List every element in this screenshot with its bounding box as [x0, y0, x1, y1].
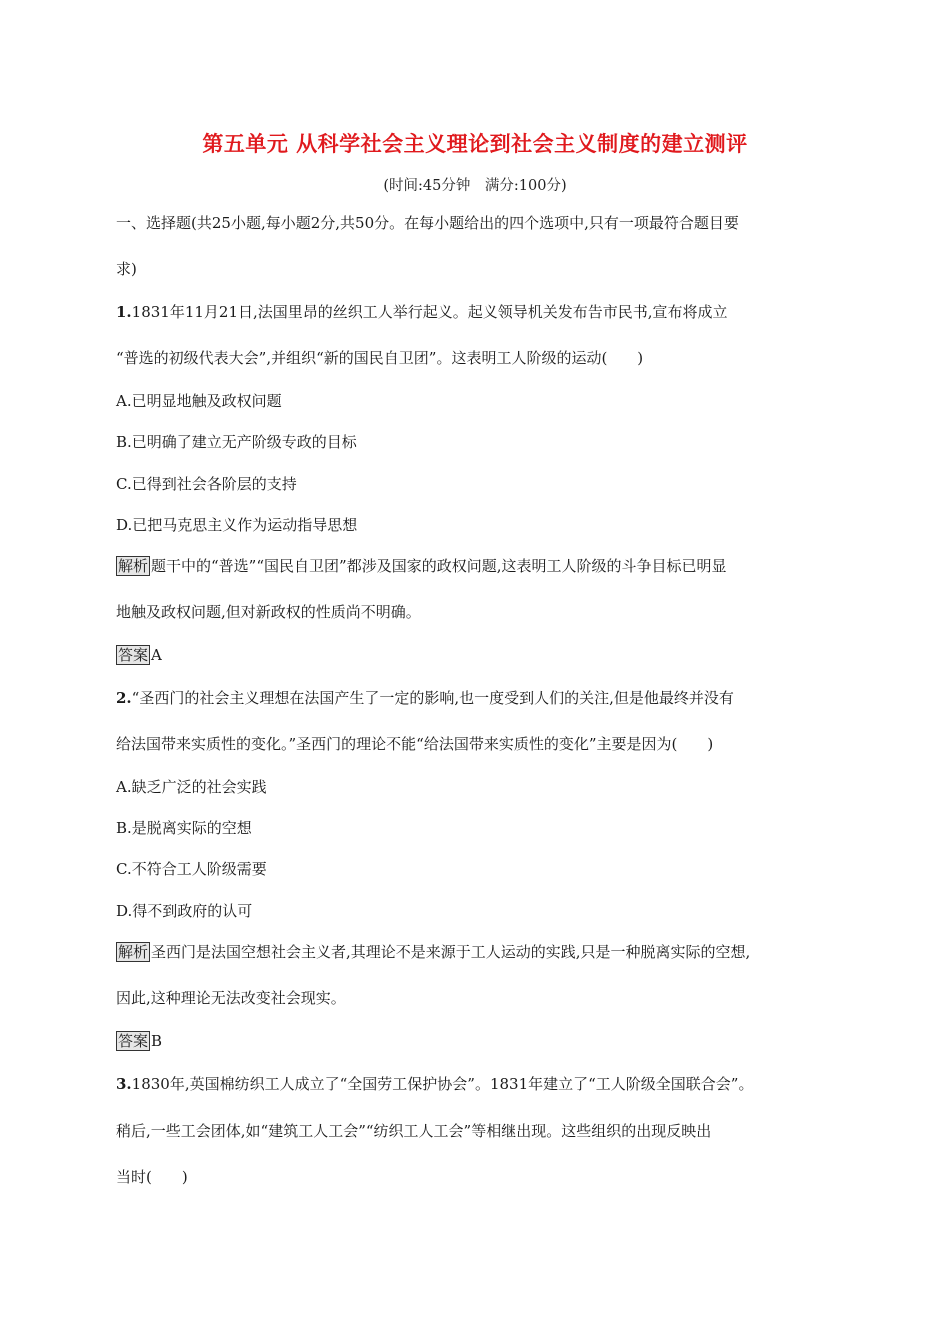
option-d: D.得不到政府的认可 [116, 902, 253, 920]
question-3-stem-cont: 稍后,一些工会团体,如“建筑工人工会”“纺织工人工会”等相继出现。这些组织的出现反映出 [116, 1122, 712, 1140]
analysis-2 [116, 941, 750, 962]
question-3-stem-end: 当时( ) [116, 1168, 188, 1186]
section-instructions-cont: 求) [116, 260, 137, 278]
question-text: 1831年11月21日,法国里昂的丝织工人举行起义。起义领导机关发布告市民书,宣布将成立 [131, 303, 728, 321]
question-2-stem-cont: 给法国带来实质性的变化。”圣西门的理论不能“给法国带来实质性的变化”主要是因为( ) [116, 735, 714, 753]
option-c: C.不符合工人阶级需要 [116, 860, 267, 878]
question-number: 3. [116, 1075, 132, 1093]
analysis-text: 圣西门是法国空想社会主义者,其理论不是来源于工人运动的实践,只是一种脱离实际的空想, [151, 943, 751, 961]
question-text: “圣西门的社会主义理想在法国产生了一定的影响,也一度受到人们的关注,但是他最终并没有 [131, 689, 734, 707]
answer-value: A [151, 646, 162, 664]
question-1-stem-cont: “普选的初级代表大会”,并组织“新的国民自卫团”。这表明工人阶级的运动( ) [116, 349, 644, 367]
answer-label: 答案 [118, 1032, 149, 1050]
answer-label: 答案 [118, 646, 149, 664]
answer-2 [116, 1031, 162, 1051]
analysis-2-cont: 因此,这种理论无法改变社会现实。 [116, 989, 346, 1007]
option-c: C.已得到社会各阶层的支持 [116, 475, 297, 493]
option-d: D.已把马克思主义作为运动指导思想 [116, 516, 358, 534]
option-b: B.是脱离实际的空想 [116, 819, 252, 837]
option-a: A.缺乏广泛的社会实践 [116, 778, 267, 796]
option-b: B.已明确了建立无产阶级专政的目标 [116, 433, 357, 451]
document-subtitle: (时间:45分钟 满分:100分) [383, 178, 567, 194]
section-instructions: 一、选择题(共25小题,每小题2分,共50分。在每小题给出的四个选项中,只有一项最符合题目要 [116, 214, 739, 232]
question-number: 2. [116, 689, 132, 707]
answer-1 [116, 645, 162, 665]
option-a: A.已明显地触及政权问题 [116, 392, 282, 410]
analysis-1-cont: 地触及政权问题,但对新政权的性质尚不明确。 [116, 603, 421, 621]
analysis-label: 解析 [118, 943, 149, 961]
question-2-stem [116, 687, 734, 708]
answer-value: B [151, 1032, 163, 1050]
question-number: 1. [116, 303, 132, 321]
question-3-stem [116, 1073, 753, 1094]
analysis-label: 解析 [118, 557, 149, 575]
question-1-stem [116, 301, 728, 322]
analysis-text: 题干中的“普选”“国民自卫团”都涉及国家的政权问题,这表明工人阶级的斗争目标已明显 [151, 557, 727, 575]
document-title: 第五单元 从科学社会主义理论到社会主义制度的建立测评 [202, 132, 748, 156]
analysis-1 [116, 555, 726, 576]
question-text: 1830年,英国棉纺织工人成立了“全国劳工保护协会”。1831年建立了“工人阶级全国联合会”。 [131, 1075, 754, 1093]
